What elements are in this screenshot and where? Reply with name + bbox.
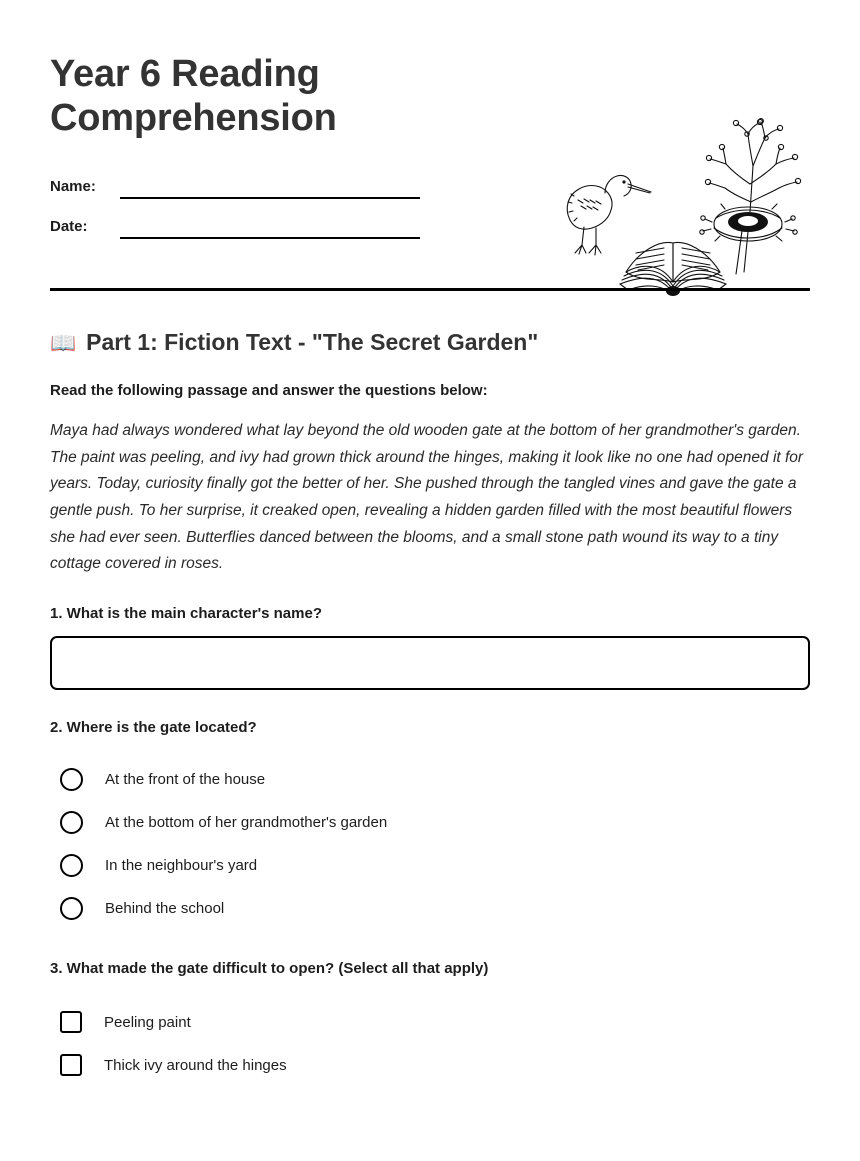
radio-circle-icon[interactable] xyxy=(60,897,83,920)
name-label: Name: xyxy=(50,177,96,195)
question-1-text: 1. What is the main character's name? xyxy=(50,604,322,622)
date-label: Date: xyxy=(50,217,88,235)
student-fields xyxy=(50,163,810,243)
radio-option-3[interactable] xyxy=(50,844,810,887)
radio-option-label: Behind the school xyxy=(105,899,225,917)
question-2-options xyxy=(50,758,810,930)
radio-option-1[interactable] xyxy=(50,758,810,801)
reading-instruction: Read the following passage and answer the questions below: xyxy=(50,381,488,399)
checkbox-option-2[interactable] xyxy=(50,1044,810,1087)
radio-option-4[interactable] xyxy=(50,887,810,930)
page-title: Year 6 Reading Comprehension xyxy=(50,53,337,140)
radio-option-label: In the neighbour's yard xyxy=(105,856,258,874)
question-1-answer-input[interactable] xyxy=(50,636,810,690)
radio-option-label: At the bottom of her grandmother's garden xyxy=(105,813,388,831)
question-3-text: 3. What made the gate difficult to open? (Select all that apply) xyxy=(50,959,489,977)
checkbox-option-1[interactable] xyxy=(50,1001,810,1044)
date-write-line[interactable] xyxy=(120,237,420,239)
radio-circle-icon[interactable] xyxy=(60,768,83,791)
date-field-row xyxy=(50,203,810,243)
fiction-passage: Maya had always wondered what lay beyond the old wooden gate at the bottom of her grandmother's garden. The paint was peeling, and ivy had grown thick around the hinges, making it look like no one had opened it for years. Today, curiosity finally got the better of her. She pushed through the tangled vines and gave the gate a gentle push. To her surprise, it creaked open, revealing a hidden garden filled with the most beautiful flowers she had ever seen. Butterflies danced between the blooms, and a small stone path wound its way to a tiny cottage covered in roses. xyxy=(50,421,804,573)
worksheet-content xyxy=(50,0,810,1087)
question-3-options xyxy=(50,1001,810,1087)
name-field-row xyxy=(50,163,810,203)
question-2-text: 2. Where is the gate located? xyxy=(50,718,257,736)
open-book-emoji-icon: 📖 xyxy=(50,331,77,355)
checkbox-option-label: Thick ivy around the hinges xyxy=(104,1056,287,1074)
radio-circle-icon[interactable] xyxy=(60,811,83,834)
name-write-line[interactable] xyxy=(120,197,420,199)
checkbox-square-icon[interactable] xyxy=(60,1054,82,1076)
checkbox-option-label: Peeling paint xyxy=(104,1013,191,1031)
checkbox-square-icon[interactable] xyxy=(60,1011,82,1033)
radio-circle-icon[interactable] xyxy=(60,854,83,877)
radio-option-label: At the front of the house xyxy=(105,770,266,788)
part-1-heading xyxy=(50,291,810,356)
part-1-heading-text: Part 1: Fiction Text - "The Secret Garden" xyxy=(86,328,539,355)
radio-option-2[interactable] xyxy=(50,801,810,844)
